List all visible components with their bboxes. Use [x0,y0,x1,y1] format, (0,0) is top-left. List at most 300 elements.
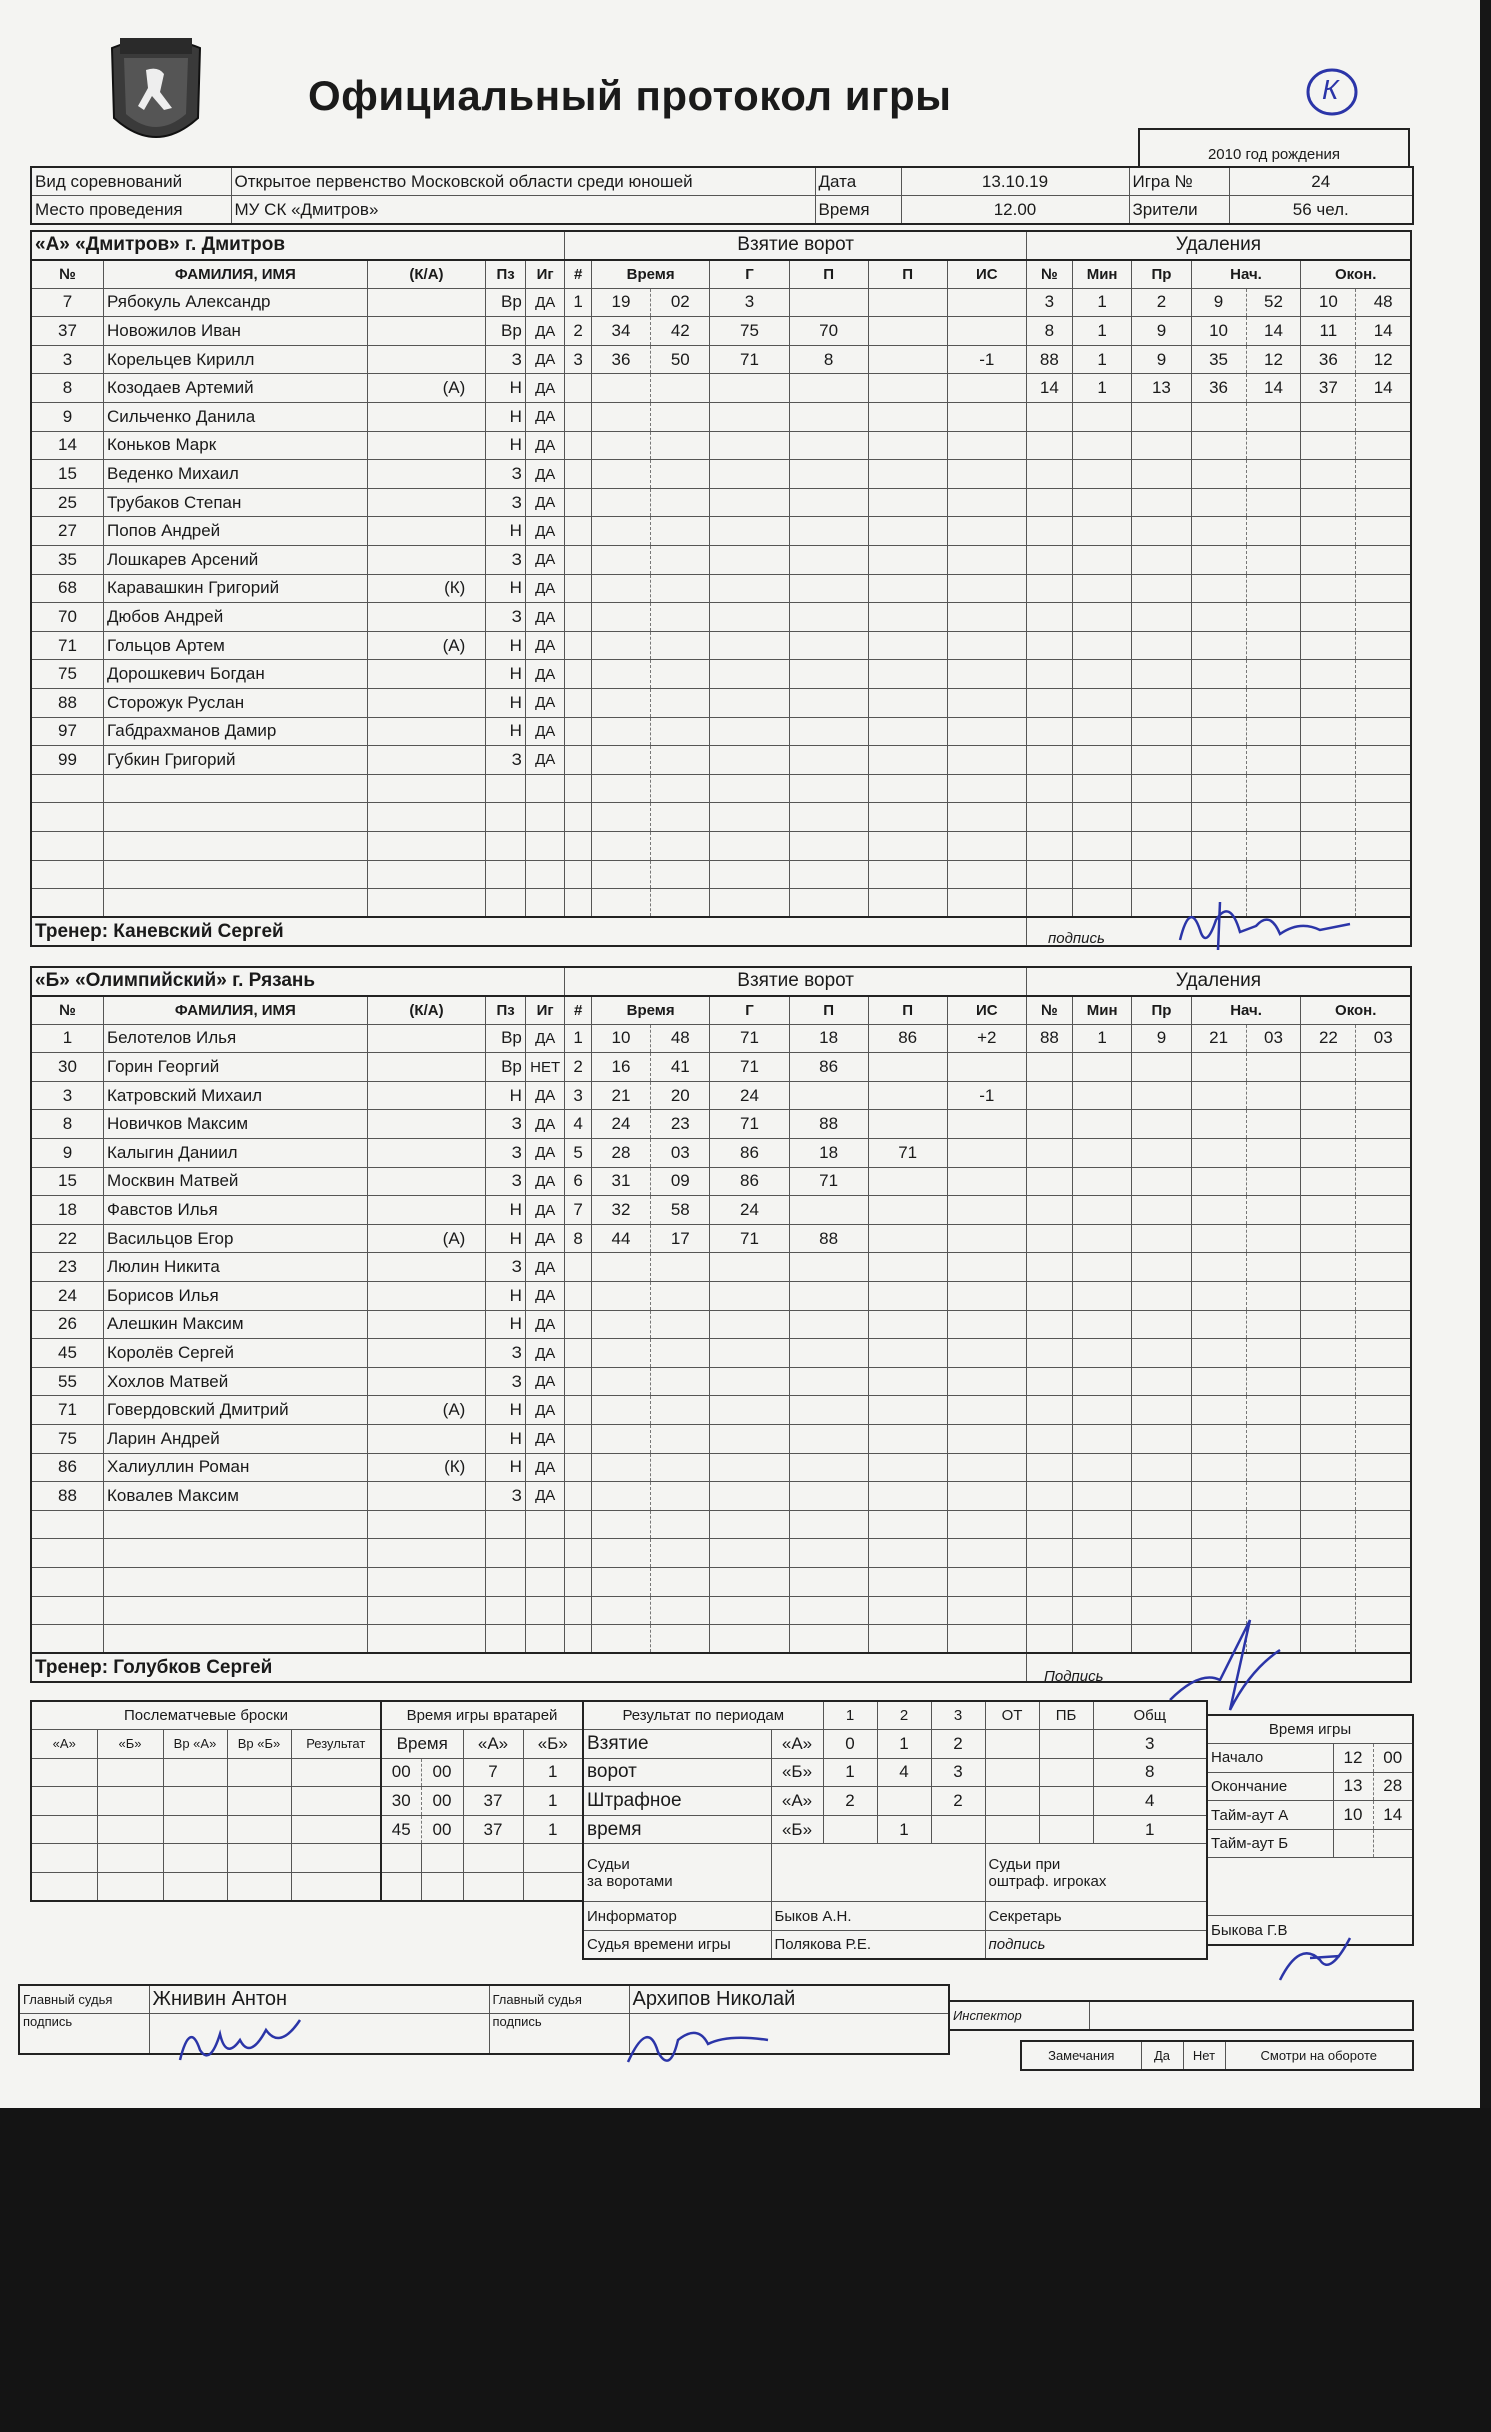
empty-cell [591,374,650,403]
empty-cell [565,631,591,660]
empty-cell [868,517,947,546]
player-name: Гольцов Артем [104,631,368,660]
empty-cell [868,460,947,489]
col-p2: П [868,260,947,289]
goal-number: 6 [565,1167,591,1196]
player-role: (А) [367,374,486,403]
table-row [31,1482,1411,1511]
empty-cell [381,1873,421,1902]
empty-cell [947,1253,1026,1282]
empty-cell [1246,774,1301,803]
empty-cell [710,403,789,432]
empty-cell [1356,1110,1411,1139]
empty-cell [1246,660,1301,689]
empty-cell [1132,717,1191,746]
goalie-b: 1 [523,1815,583,1844]
empty-cell [1191,689,1246,718]
player-name: Калыгин Даниил [104,1139,368,1168]
penalty-end-min: 36 [1301,345,1356,374]
player-role [367,1339,486,1368]
empty-cell [565,460,591,489]
empty-cell [868,1567,947,1596]
empty-cell [1072,1053,1131,1082]
empty-cell [591,1253,650,1282]
game-time-label: Тайм-аут Б [1207,1829,1333,1858]
empty-cell [31,1596,104,1625]
empty-cell [104,860,368,889]
empty-cell [591,517,650,546]
empty-cell [591,717,650,746]
player-number: 88 [31,1482,104,1511]
player-role [367,660,486,689]
empty-cell [1191,1224,1246,1253]
empty-cell [1026,689,1072,718]
empty-cell [1301,546,1356,575]
chief-judge-2-signature [618,2014,788,2074]
game-no: 24 [1229,167,1413,196]
penalty-start-min: 21 [1191,1024,1246,1053]
goal-second: 20 [651,1081,710,1110]
player-role [367,1139,486,1168]
empty-cell [591,1367,650,1396]
empty-cell [651,889,710,918]
empty-cell [789,1625,868,1654]
empty-cell [97,1787,163,1816]
empty-cell [1026,1396,1072,1425]
empty-cell [868,1425,947,1454]
empty-cell [1246,1510,1301,1539]
goal-assist-2 [868,288,947,317]
empty-cell [1132,1081,1191,1110]
goalie-time-col: «А» [463,1730,523,1759]
empty-cell [1246,746,1301,775]
period-team: «Б» [771,1758,823,1787]
table-row [31,1310,1411,1339]
empty-cell [868,1282,947,1311]
empty-cell [1301,1110,1356,1139]
empty-cell [789,1482,868,1511]
game-time-min: 00 [1373,1744,1413,1773]
empty-cell [710,1625,789,1654]
birth-year: 2010 год рождения [1207,146,1341,163]
goal-number: 2 [565,317,591,346]
goal-minute: 19 [591,288,650,317]
player-name: Алешкин Максим [104,1310,368,1339]
empty-cell [463,1873,523,1902]
player-played: ДА [525,574,565,603]
empty-cell [1026,831,1072,860]
player-name: Губкин Григорий [104,746,368,775]
period-value [823,1815,877,1844]
dark-background [0,2108,1491,2432]
empty-cell [789,374,868,403]
penalty-judges-label-2: оштраф. игроках [988,1872,1107,1890]
chief-judge-2-sign-label: подпись [489,2014,629,2054]
player-name: Белотелов Илья [104,1024,368,1053]
empty-cell [789,1310,868,1339]
empty-cell [651,574,710,603]
table-row [31,1053,1411,1082]
period-value: 1 [823,1758,877,1787]
empty-cell [591,1482,650,1511]
player-name: Сильченко Данила [104,403,368,432]
empty-cell [104,889,368,918]
empty-cell [1132,1482,1191,1511]
empty-cell [1132,1139,1191,1168]
penalty-minutes: 1 [1072,345,1131,374]
empty-cell [367,831,486,860]
empty-cell [651,1539,710,1568]
player-played: ДА [525,431,565,460]
empty-cell [1072,889,1131,918]
player-name: Фавстов Илья [104,1196,368,1225]
empty-cell [789,574,868,603]
empty-cell [31,1539,104,1568]
table-row [31,1167,1411,1196]
time-label: Время [815,196,901,225]
empty-cell [163,1873,227,1902]
empty-cell [789,860,868,889]
player-name: Хохлов Матвей [104,1367,368,1396]
empty-cell [565,1253,591,1282]
empty-cell [227,1873,291,1902]
period-value [1039,1730,1093,1759]
goalie-sec: 00 [421,1815,463,1844]
empty-cell [789,1282,868,1311]
empty-cell [525,803,565,832]
period-row-label: ворот [583,1758,771,1787]
empty-cell [947,689,1026,718]
col-hash: # [565,996,591,1025]
empty-cell [947,1339,1026,1368]
player-name: Васильцов Егор [104,1224,368,1253]
empty-cell [591,1396,650,1425]
player-number: 86 [31,1453,104,1482]
empty-cell [868,889,947,918]
empty-cell [868,1453,947,1482]
empty-cell [1356,1625,1411,1654]
empty-cell [565,574,591,603]
empty-cell [104,831,368,860]
empty-cell [1246,1567,1301,1596]
empty-cell [1072,1510,1131,1539]
empty-cell [868,1339,947,1368]
empty-cell [1191,1167,1246,1196]
table-row [31,1110,1411,1139]
col-p: П [789,260,868,289]
player-position: З [486,1253,526,1282]
empty-cell [1191,1081,1246,1110]
empty-cell [651,746,710,775]
chief-judge-1-sign-label: подпись [19,2014,149,2054]
empty-cell [1026,1367,1072,1396]
empty-cell [651,631,710,660]
empty-cell [710,889,789,918]
goal-assist-1: 88 [789,1224,868,1253]
empty-cell [710,517,789,546]
empty-cell [710,546,789,575]
empty-cell [651,460,710,489]
empty-cell [710,689,789,718]
goal-assist-1 [789,1081,868,1110]
empty-cell [104,1567,368,1596]
game-time-hour: 12 [1333,1744,1373,1773]
col-g: Г [710,996,789,1025]
empty-cell [868,774,947,803]
empty-cell [1301,517,1356,546]
empty-cell [1026,517,1072,546]
goalie-sec: 00 [421,1787,463,1816]
col-hash: # [565,260,591,289]
goal-assist-1: 88 [789,1110,868,1139]
penalty-start-min: 9 [1191,288,1246,317]
player-position: Н [486,717,526,746]
empty-cell [1356,831,1411,860]
empty-cell [651,1367,710,1396]
player-played: ДА [525,345,565,374]
table-row [31,860,1411,889]
period-value: 1 [877,1730,931,1759]
empty-cell [1356,1253,1411,1282]
penalty-player: 88 [1026,345,1072,374]
goal-situation: -1 [947,1081,1026,1110]
goalie-time-title: Время игры вратарей [381,1701,583,1730]
goalie-a: 37 [463,1787,523,1816]
empty-cell [367,1625,486,1654]
empty-cell [947,374,1026,403]
goal-minute: 34 [591,317,650,346]
player-position: Н [486,1310,526,1339]
empty-cell [1301,1396,1356,1425]
secretary-signature [1270,1930,1370,1990]
empty-cell [1191,1482,1246,1511]
table-row [31,1510,1411,1539]
goal-situation [947,288,1026,317]
empty-cell [651,488,710,517]
goal-situation [947,1167,1026,1196]
empty-cell [1301,717,1356,746]
empty-cell [565,517,591,546]
table-row [31,546,1411,575]
player-number: 15 [31,460,104,489]
shootout-col: «Б» [97,1730,163,1759]
empty-cell [1072,603,1131,632]
empty-cell [789,517,868,546]
empty-cell [421,1844,463,1873]
empty-cell [1191,574,1246,603]
empty-cell [565,546,591,575]
col-g: Г [710,260,789,289]
player-position: Н [486,1081,526,1110]
empty-cell [1301,660,1356,689]
empty-cell [591,1625,650,1654]
empty-cell [1072,403,1131,432]
penalty-minutes: 1 [1072,317,1131,346]
player-role: (К) [367,574,486,603]
player-number: 1 [31,1024,104,1053]
empty-cell [1026,746,1072,775]
empty-cell [1191,1510,1246,1539]
empty-cell [1301,1482,1356,1511]
empty-cell [1132,603,1191,632]
player-number: 75 [31,1425,104,1454]
empty-cell [525,1596,565,1625]
team-b-section [30,966,1412,1683]
player-position: Н [486,1224,526,1253]
empty-cell [1191,403,1246,432]
empty-cell [1301,1053,1356,1082]
player-number: 45 [31,1339,104,1368]
period-value [985,1758,1039,1787]
table-row [31,517,1411,546]
player-played: ДА [525,1282,565,1311]
empty-cell [1246,403,1301,432]
player-played: ДА [525,1139,565,1168]
empty-cell [1072,1167,1131,1196]
empty-cell [1191,1396,1246,1425]
inspector-table [948,2000,1414,2031]
table-row [31,1396,1411,1425]
empty-cell [486,1539,526,1568]
empty-cell [31,860,104,889]
empty-cell [291,1844,381,1873]
player-role [367,403,486,432]
empty-cell [1132,689,1191,718]
empty-cell [31,889,104,918]
goal-assist-1: 18 [789,1024,868,1053]
empty-cell [868,1367,947,1396]
goal-second: 42 [651,317,710,346]
empty-cell [1246,1196,1301,1225]
handwritten-mark [1300,62,1364,122]
empty-cell [1191,1310,1246,1339]
empty-cell [710,1482,789,1511]
empty-cell [868,488,947,517]
player-played: ДА [525,603,565,632]
table-row [31,345,1411,374]
empty-cell [868,803,947,832]
player-position: Н [486,374,526,403]
player-number: 3 [31,1081,104,1110]
player-name: Трубаков Степан [104,488,368,517]
player-position: Вр [486,317,526,346]
empty-cell [947,1310,1026,1339]
empty-cell [868,860,947,889]
player-role [367,460,486,489]
empty-cell [710,1425,789,1454]
empty-cell [868,603,947,632]
goal-second: 48 [651,1024,710,1053]
empty-cell [651,774,710,803]
empty-cell [1072,660,1131,689]
empty-cell [565,860,591,889]
period-value: 8 [1093,1758,1207,1787]
empty-cell [1356,1167,1411,1196]
spectators: 56 чел. [1229,196,1413,225]
empty-cell [868,1396,947,1425]
goal-assist-2 [868,1081,947,1110]
empty-cell [1301,860,1356,889]
player-role [367,1196,486,1225]
goal-situation [947,1053,1026,1082]
goal-second: 03 [651,1139,710,1168]
empty-cell [710,603,789,632]
periods-table [582,1700,1208,1960]
secretary-label: Секретарь [985,1902,1207,1931]
empty-cell [789,803,868,832]
player-played: ДА [525,689,565,718]
empty-cell [651,1453,710,1482]
player-name: Габдрахманов Дамир [104,717,368,746]
empty-cell [789,1539,868,1568]
col-ka: (К/А) [367,996,486,1025]
empty-cell [1246,488,1301,517]
empty-cell [1246,803,1301,832]
penalty-player: 3 [1026,288,1072,317]
goalie-b: 1 [523,1758,583,1787]
col-pen-min: Мин [1072,996,1131,1025]
empty-cell [367,1510,486,1539]
empty-cell [1132,574,1191,603]
empty-cell [1191,774,1246,803]
empty-cell [1356,1453,1411,1482]
player-role [367,603,486,632]
player-played: ДА [525,517,565,546]
empty-cell [565,660,591,689]
goal-assist-2 [868,317,947,346]
player-name: Горин Георгий [104,1053,368,1082]
player-role [367,1253,486,1282]
empty-cell [31,1625,104,1654]
empty-cell [1246,1053,1301,1082]
goal-situation: -1 [947,345,1026,374]
empty-cell [1072,1253,1131,1282]
player-role: (К) [367,1453,486,1482]
player-played: НЕТ [525,1053,565,1082]
empty-cell [525,1567,565,1596]
empty-cell [1072,1425,1131,1454]
goalie-min: 30 [381,1787,421,1816]
table-row [31,717,1411,746]
goal-assist-2: 86 [868,1024,947,1053]
empty-cell [1246,1253,1301,1282]
empty-cell [1356,488,1411,517]
goal-second: 02 [651,288,710,317]
player-position: З [486,746,526,775]
game-time-hour [1333,1829,1373,1858]
player-role [367,1482,486,1511]
player-position: Н [486,574,526,603]
empty-cell [947,517,1026,546]
period-value [1039,1815,1093,1844]
empty-cell [1072,1224,1131,1253]
chief-judge-1: Жнивин Антон [149,1985,489,2014]
player-position: Н [486,431,526,460]
empty-cell [1072,488,1131,517]
goal-scorer: 3 [710,288,789,317]
empty-cell [1356,1539,1411,1568]
empty-cell [868,831,947,860]
player-position: З [486,1110,526,1139]
empty-cell [1072,1282,1131,1311]
shootout-table [30,1700,382,1902]
player-name: Корельцев Кирилл [104,345,368,374]
empty-cell [651,1596,710,1625]
empty-cell [1301,1510,1356,1539]
table-row [31,1567,1411,1596]
empty-cell [1026,546,1072,575]
empty-cell [104,803,368,832]
